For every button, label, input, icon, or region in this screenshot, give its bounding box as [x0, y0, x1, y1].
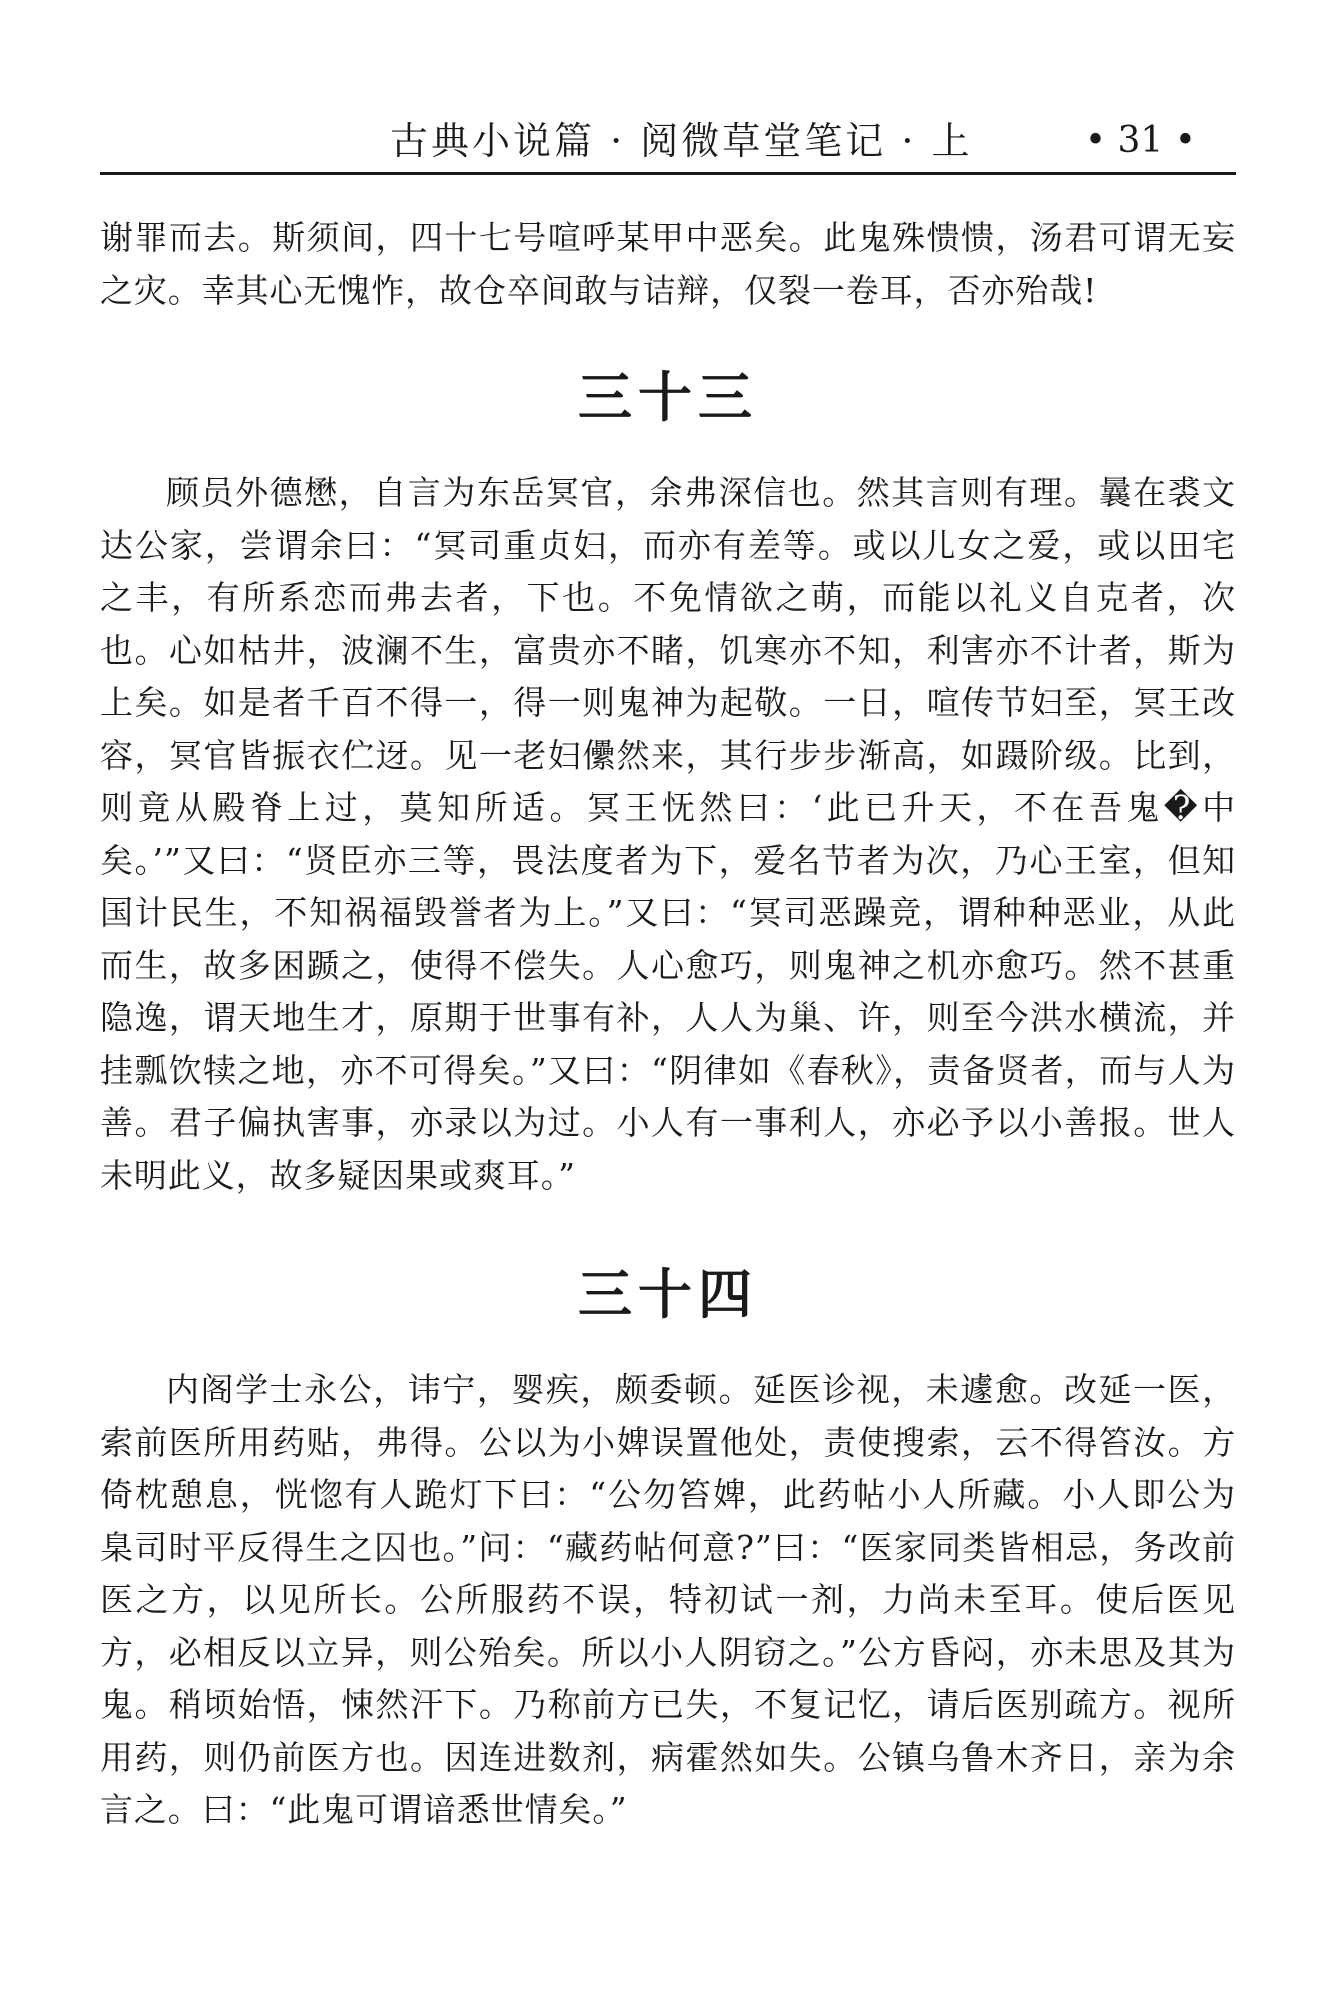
- section-paragraph-33: 顾员外德懋，自言为东岳冥官，余弗深信也。然其言则有理。曩在裘文达公家，尝谓余曰：“冥司重贞妇，而亦有差等。或以儿女之爱，或以田宅之丰，有所系恋而弗去者，下也。不免情欲之萌，而能以礼义自克者，次也。心如枯井，波澜不生，富贵亦不睹，饥寒亦不知，利害亦不计者，斯为上矣。如是者千百不得一，得一则鬼神为起敬。一日，喧传节妇至，冥王改容，冥官皆振衣伫迓。见一老妇儽然来，其行步步渐高，如蹑阶级。比到，则竟从殿脊上过，莫知所适。冥王怃然曰：‘此已升天，不在吾鬼�中矣。’”又曰：“贤臣亦三等，畏法度者为下，爱名节者为次，乃心王室，但知国计民生，不知祸福毁誉者为上。”又曰：“冥司恶躁竞，谓种种恶业，从此而生，故多困踬之，使得不偿失。人心愈巧，则鬼神之机亦愈巧。然不甚重隐逸，谓天地生才，原期于世事有补，人人为巢、许，则至今洪水横流，并挂瓢饮犊之地，亦不可得矣。”又曰：“阴律如《春秋》，责备贤者，而与人为善。君子偏执害事，亦录以为过。小人有一事利人，亦必予以小善报。世人未明此义，故多疑因果或爽耳。”: [100, 473, 1236, 1195]
- running-header: [100, 110, 1236, 172]
- page-body: [100, 212, 1236, 1837]
- page-number: • 31 •: [1084, 120, 1196, 161]
- section-title-33: 三十三: [578, 366, 758, 429]
- section-title-34: 三十四: [578, 1263, 758, 1326]
- continuation-paragraph: 谢罪而去。斯须间，四十七号喧呼某甲中恶矣。此鬼殊愦愦，汤君可谓无妄之灾。幸其心无愧怍，故仓卒间敢与诘辩，仅裂一卷耳，否亦殆哉!: [100, 218, 1236, 310]
- running-header-title: 古典小说篇 · 阅微草堂笔记 · 上: [390, 119, 973, 163]
- section-paragraph-34: 内阁学士永公，讳宁，婴疾，颇委顿。延医诊视，未遽愈。改延一医，索前医所用药贴，弗得。公以为小婢误置他处，责使搜索，云不得笞汝。方倚枕憩息，恍惚有人跪灯下曰：“公勿笞婢，此药帖小人所藏。小人即公为臬司时平反得生之囚也。”问：“藏药帖何意?”曰：“医家同类皆相忌，务改前医之方，以见所长。公所服药不误，特初试一剂，力尚未至耳。使后医见方，必相反以立异，则公殆矣。所以小人阴窃之。”公方昏闷，亦未思及其为鬼。稍顷始悟，悚然汗下。乃称前方已失，不复记忆，请后医别疏方。视所用药，则仍前医方也。因连进数剂，病霍然如失。公镇乌鲁木齐日，亲为余言之。曰：“此鬼可谓谙悉世情矣。”: [100, 1370, 1236, 1829]
- header-rule: [100, 172, 1236, 175]
